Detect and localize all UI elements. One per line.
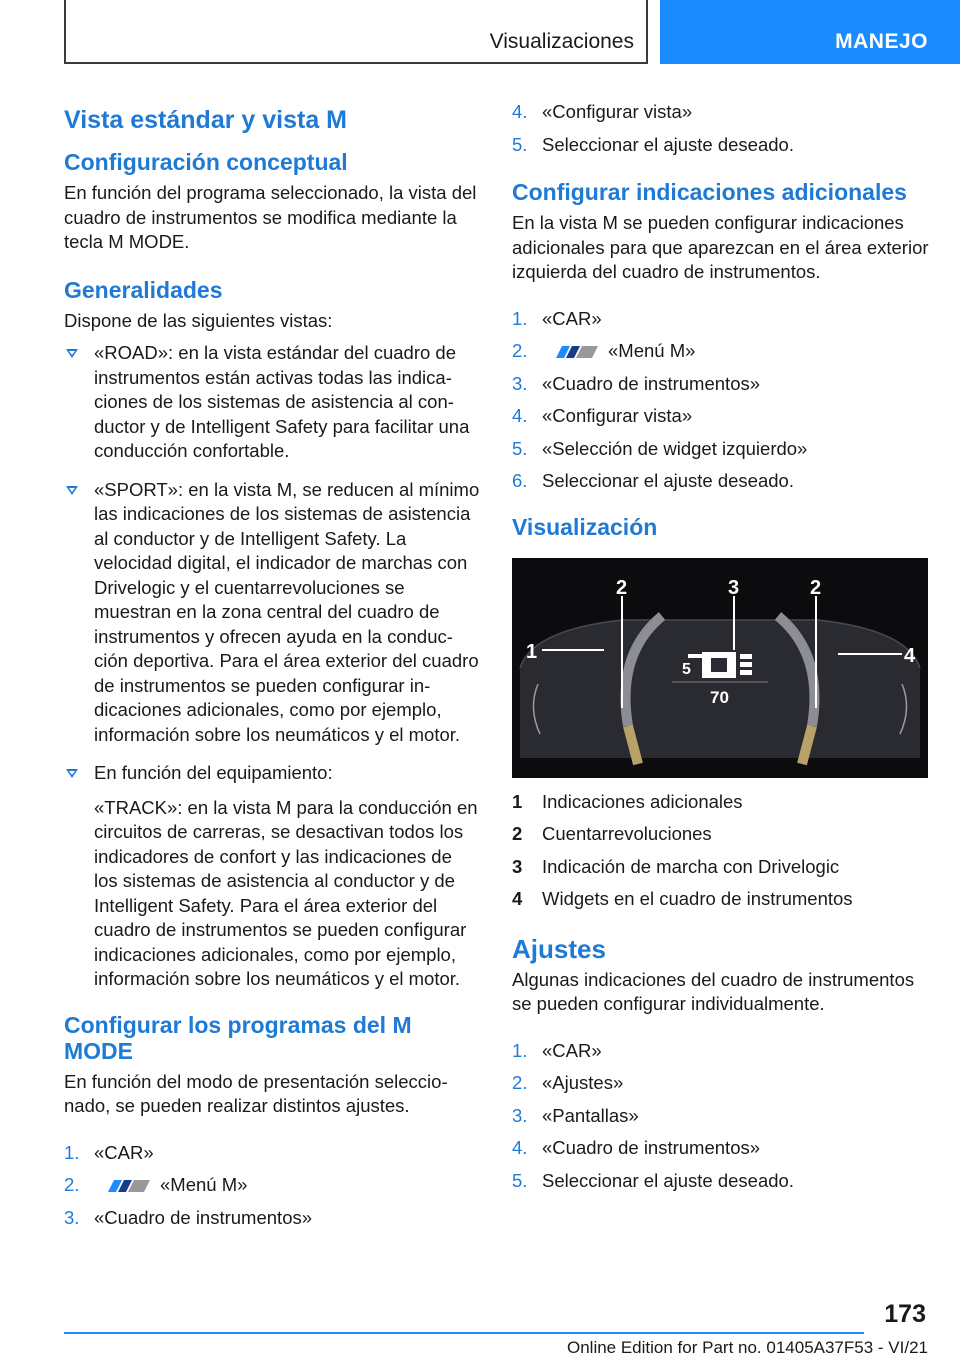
general-text: Dispone de las siguientes vistas: [64,309,333,331]
callout-1: 1 [526,640,538,663]
mmode-steps-continued [512,100,932,157]
step-item: 3. «Cuadro de instrumentos» [64,1206,313,1228]
instrument-cluster-illustration [512,558,928,778]
header-chapter-tab[interactable] [660,0,960,64]
footer-divider [64,1332,864,1334]
m-menu-logo-icon [104,1178,152,1194]
step-item: 6. Seleccionar el ajuste deseado. [512,470,794,491]
step-item: 5. Seleccionar el ajuste deseado. [512,1169,794,1191]
step-item: 3. «Cuadro de instrumentos» [512,372,761,394]
instrument-cluster-image [512,558,928,778]
triangle-bullet-icon [66,486,78,495]
legend-row: 2 Cuentarrevoluciones [512,823,712,844]
callout-3: 3 [728,576,740,599]
list-item: «SPORT»: en la vista M, se reducen al mínimo las indicaciones de los sistemas de asistencia al conductor y de Intelligent Safety. La velocidad digital, el indicador de marchas con Drivelogic y el cuentarrevoluciones se muestran en la zona central del cuadro de instrumentos y ofrecen ayuda en la conducción deportiva. Para el área exterior del cuadro de instrumentos se pueden configurar indicaciones adicionales, como por ejemplo, información sobre los neumáticos y el motor. [64,478,480,748]
header-chapter-label: MANEJO [835,30,928,53]
concept-heading: Configuración conceptual [64,149,348,175]
list-item: En función del equipamiento: «TRACK»: en la vista M para la conducción en circuitos de carreras, se desactivan todos los indicadores de confort y las indicaciones de los sistemas de asistencia al conductor y de Intelligent Safety. Para el área exterior del cuadro de instrumentos se pueden configurar indicaciones adicionales, como por ejemplo, información sobre los neumáticos y el motor. [64,761,480,992]
list-item: «ROAD»: en la vista estándar del cuadro de instrumentos están activas todas las indicaciones de los sistemas de asistencia al conductor y de Intelligent Safety para facilitar una conducción confortable. [64,341,480,464]
left-column [64,100,480,1250]
footer-edition: Online Edition for Part no. 01405A37F53 - VI/21 [566,1338,928,1357]
display-heading: Visualización [512,513,658,540]
track-description: «TRACK»: en la vista M para la conducción en circuitos de carreras, se desactivan todos los indicadores de confort y las indicaciones de los sistemas de asistencia al conductor y de Intelligent Safety. Para el área exterior del cuadro de instrumentos se pueden configurar indicaciones adicionales, como por ejemplo, información sobre los neumáticos y el motor. [94,796,478,989]
step-item: 2. «Ajustes» [512,1072,624,1093]
step-item: 1. «CAR» [512,307,602,329]
step-item: 3. «Pantallas» [512,1104,639,1126]
step-item: 5. Seleccionar el ajuste deseado. [512,133,794,155]
general-heading: Generalidades [64,276,223,303]
concept-text: En función del programa seleccionado, la vista del cuadro de instrumentos se modifica mediante la tecla M MODE. [64,182,477,252]
callout-4: 4 [904,644,916,667]
step-item: 5. «Selección de widget izquierdo» [512,437,808,459]
step-item: 2. «Menú M» [64,1174,248,1195]
step-item: 4. «Configurar vista» [512,405,693,426]
settings-text: Algunas indicaciones del cuadro de instrumentos se pueden configurar individualmente. [512,968,915,1014]
page-number: 173 [884,1300,926,1328]
callout-2-left: 2 [616,576,628,599]
extra-steps [512,307,932,494]
settings-steps [512,1039,932,1194]
triangle-bullet-icon [66,769,78,778]
mmode-steps [64,1141,480,1231]
step-item: 4. «Cuadro de instrumentos» [512,1137,761,1158]
extra-text: En la vista M se pueden configurar indicaciones adicionales para que aparezcan en el área exterior izquierda del cuadro de instrumentos. [512,212,929,282]
step-item: 1. «CAR» [64,1141,154,1163]
gear-number: 5 [682,660,691,678]
header-section-title: Visualizaciones [489,30,634,53]
step-item: 4. «Configurar vista» [512,101,693,122]
mmode-text: En función del modo de presentación seleccionado, se pueden realizar distintos ajustes. [64,1070,448,1116]
extra-heading: Configurar indicaciones adicionales [512,179,907,205]
settings-heading: Ajustes [512,933,606,964]
legend-row: 4 Widgets en el cuadro de instrumentos [512,888,853,909]
figure-legend [512,790,932,912]
triangle-bullet-icon [66,349,78,358]
header-section-box [64,0,648,64]
step-item: 1. «CAR» [512,1039,602,1061]
step-item: 2. «Menú M» [512,340,696,361]
views-list [64,341,480,992]
legend-row: 1 Indicaciones adicionales [512,790,743,812]
callout-2-right: 2 [810,576,822,599]
right-column [512,100,932,1213]
m-menu-logo-icon [552,344,600,360]
legend-row: 3 Indicación de marcha con Drivelogic [512,855,840,877]
mmode-heading: Configurar los programas del M MODE [64,1011,412,1064]
speed-readout: 70 [710,687,729,707]
page-title: Vista estándar y vista M [64,106,348,134]
